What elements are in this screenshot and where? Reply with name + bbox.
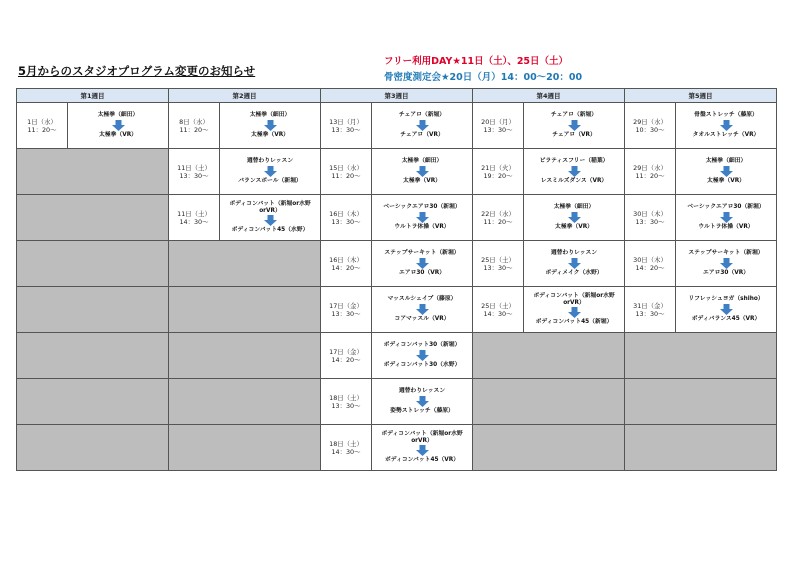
date-label: 17日（金） <box>329 347 363 356</box>
week-header: 第3週目 <box>321 89 473 103</box>
current-program: ボディコンバット（新堀or水野orVR） <box>229 201 311 214</box>
date-cell <box>321 149 372 195</box>
time-label: 14：20～ <box>331 355 361 364</box>
time-label: 14：30～ <box>483 309 513 318</box>
date-label: 11日（土） <box>177 163 211 172</box>
date-cell <box>321 425 372 471</box>
empty-cell <box>169 379 321 425</box>
empty-cell <box>17 333 169 379</box>
time-label: 11：20～ <box>27 125 57 134</box>
time-label: 14：30～ <box>179 217 209 226</box>
date-cell <box>321 195 372 241</box>
current-program: ステップサーキット（新堀） <box>688 250 764 257</box>
empty-cell <box>17 287 169 333</box>
schedule-row <box>17 379 777 425</box>
week-header: 第4週目 <box>473 89 625 103</box>
time-label: 13：30～ <box>331 125 361 134</box>
current-program: 太極拳（細田） <box>97 112 139 119</box>
new-program: バランスボール（新堀） <box>238 178 302 184</box>
empty-cell <box>17 195 169 241</box>
date-label: 20日（月） <box>481 117 515 126</box>
date-label: 25日（土） <box>481 301 515 310</box>
program-cell <box>524 287 625 333</box>
date-cell <box>473 103 524 149</box>
current-program: チェアロ（新堀） <box>398 112 446 119</box>
arrow-down-icon <box>568 307 581 318</box>
time-label: 13：30～ <box>483 125 513 134</box>
current-program: 太極拳（細田） <box>705 158 747 165</box>
current-program: ボディコンバット30（新堀） <box>383 342 461 349</box>
date-label: 13日（月） <box>329 117 363 126</box>
current-program: 太極拳（細田） <box>249 112 291 119</box>
new-program: 太極拳（VR） <box>403 178 441 184</box>
date-label: 18日（土） <box>329 439 363 448</box>
arrow-down-icon <box>416 350 429 361</box>
schedule-row <box>17 149 777 195</box>
date-cell <box>321 287 372 333</box>
program-cell <box>372 333 473 379</box>
empty-cell <box>169 333 321 379</box>
page-title: 5月からのスタジオプログラム変更のお知らせ <box>18 64 256 78</box>
date-cell <box>625 149 676 195</box>
time-label: 13：30～ <box>483 263 513 272</box>
program-cell <box>372 379 473 425</box>
arrow-down-icon <box>720 304 733 315</box>
date-label: 22日（水） <box>481 209 515 218</box>
time-label: 13：30～ <box>635 217 665 226</box>
new-program: ボディバランス45（VR） <box>691 316 761 322</box>
date-label: 30日（木） <box>633 255 667 264</box>
arrow-down-icon <box>568 166 581 177</box>
program-cell <box>524 241 625 287</box>
program-cell <box>676 241 777 287</box>
current-program: ベーシックエアロ30（新堀） <box>383 204 461 211</box>
current-program: マッスルシェイプ（藤原） <box>387 296 457 303</box>
new-program: ボディメイク（水野） <box>545 270 603 276</box>
new-program: チェアロ（VR） <box>400 132 444 138</box>
program-cell <box>372 149 473 195</box>
week-header: 第1週目 <box>17 89 169 103</box>
date-cell <box>169 103 220 149</box>
date-cell <box>473 287 524 333</box>
time-label: 11：20～ <box>331 171 361 180</box>
free-day-notice: フリー利用DAY★11日（土）、25日（土） <box>384 56 569 67</box>
schedule-table <box>16 88 777 471</box>
arrow-down-icon <box>720 258 733 269</box>
program-cell <box>524 195 625 241</box>
current-program: リフレッシュヨガ（shiho） <box>688 296 764 303</box>
time-label: 13：30～ <box>635 309 665 318</box>
arrow-down-icon <box>416 166 429 177</box>
date-cell <box>321 333 372 379</box>
new-program: ウルトラ体操（VR） <box>394 224 450 230</box>
new-program: ボディコンバット45（水野） <box>231 227 309 234</box>
date-cell <box>169 195 220 241</box>
new-program: コアマッスル（VR） <box>394 316 450 322</box>
new-program: ボディコンバット45（VR） <box>384 457 460 464</box>
time-label: 10：30～ <box>635 125 665 134</box>
current-program: ベーシックエアロ30（新堀） <box>687 204 765 211</box>
new-program: タオルストレッチ（VR） <box>692 132 760 138</box>
date-label: 15日（水） <box>329 163 363 172</box>
new-program: 太極拳（VR） <box>251 132 289 138</box>
time-label: 19：20～ <box>483 171 513 180</box>
arrow-down-icon <box>720 212 733 223</box>
time-label: 14：20～ <box>331 263 361 272</box>
date-label: 31日（金） <box>633 301 667 310</box>
arrow-down-icon <box>416 304 429 315</box>
program-cell <box>524 103 625 149</box>
arrow-down-icon <box>264 166 277 177</box>
empty-cell <box>473 379 625 425</box>
time-label: 11：20～ <box>635 171 665 180</box>
current-program: 週替わりレッスン <box>398 388 446 395</box>
arrow-down-icon <box>416 212 429 223</box>
arrow-down-icon <box>568 258 581 269</box>
arrow-down-icon <box>264 120 277 131</box>
date-cell <box>625 195 676 241</box>
date-label: 30日（木） <box>633 209 667 218</box>
date-label: 25日（土） <box>481 255 515 264</box>
new-program: ボディコンバット45（新堀） <box>535 319 613 326</box>
arrow-down-icon <box>112 120 125 131</box>
program-cell <box>220 103 321 149</box>
date-cell <box>625 287 676 333</box>
time-label: 13：30～ <box>331 217 361 226</box>
empty-cell <box>169 241 321 287</box>
empty-cell <box>17 379 169 425</box>
date-cell <box>321 103 372 149</box>
week-header-row <box>17 89 777 103</box>
program-cell <box>676 195 777 241</box>
current-program: 週替わりレッスン <box>550 250 598 257</box>
new-program: 太極拳（VR） <box>555 224 593 230</box>
date-cell <box>625 241 676 287</box>
program-cell <box>524 149 625 195</box>
arrow-down-icon <box>720 120 733 131</box>
program-cell <box>372 241 473 287</box>
empty-cell <box>169 425 321 471</box>
schedule-row <box>17 103 777 149</box>
empty-cell <box>17 241 169 287</box>
current-program: ボディコンバット（新堀or水野orVR） <box>381 431 463 444</box>
schedule-row <box>17 195 777 241</box>
arrow-down-icon <box>264 215 277 226</box>
new-program: 太極拳（VR） <box>707 178 745 184</box>
empty-cell <box>473 425 625 471</box>
current-program: ステップサーキット（新堀） <box>384 250 460 257</box>
week-header: 第5週目 <box>625 89 777 103</box>
schedule-row <box>17 333 777 379</box>
date-label: 29日（水） <box>633 117 667 126</box>
date-label: 17日（金） <box>329 301 363 310</box>
arrow-down-icon <box>416 120 429 131</box>
date-cell <box>169 149 220 195</box>
schedule-row <box>17 287 777 333</box>
date-label: 16日（木） <box>329 209 363 218</box>
date-label: 1日（水） <box>27 117 57 126</box>
date-label: 16日（木） <box>329 255 363 264</box>
date-cell <box>321 379 372 425</box>
new-program: ウルトラ体操（VR） <box>698 224 754 230</box>
date-cell <box>473 195 524 241</box>
time-label: 14：30～ <box>331 447 361 456</box>
date-cell <box>473 241 524 287</box>
time-label: 11：20～ <box>483 217 513 226</box>
arrow-down-icon <box>720 166 733 177</box>
new-program: 姿勢ストレッチ（藤原） <box>390 408 454 414</box>
bone-density-notice: 骨密度測定会★20日（月）14：00～20：00 <box>384 72 583 83</box>
date-label: 18日（土） <box>329 393 363 402</box>
date-cell <box>17 103 68 149</box>
current-program: 骨盤ストレッチ（藤原） <box>694 112 758 119</box>
new-program: 太極拳（VR） <box>99 132 137 138</box>
program-cell <box>372 103 473 149</box>
empty-cell <box>17 425 169 471</box>
current-program: 太極拳（細田） <box>401 158 443 165</box>
empty-cell <box>17 149 169 195</box>
schedule-row <box>17 241 777 287</box>
program-cell <box>372 287 473 333</box>
date-label: 29日（水） <box>633 163 667 172</box>
new-program: エアロ30（VR） <box>702 270 749 276</box>
new-program: ボディコンバット30（水野） <box>383 362 461 368</box>
time-label: 13：30～ <box>179 171 209 180</box>
current-program: ボディコンバット（新堀or水野orVR） <box>533 293 615 306</box>
date-cell <box>321 241 372 287</box>
empty-cell <box>625 425 777 471</box>
new-program: レスミルズダンス（VR） <box>540 178 608 184</box>
arrow-down-icon <box>568 120 581 131</box>
date-cell <box>625 103 676 149</box>
program-cell <box>676 103 777 149</box>
program-cell <box>676 149 777 195</box>
current-program: 週替わりレッスン <box>246 158 294 165</box>
new-program: チェアロ（VR） <box>552 132 596 138</box>
program-cell <box>220 195 321 241</box>
arrow-down-icon <box>416 258 429 269</box>
empty-cell <box>473 333 625 379</box>
week-header: 第2週目 <box>169 89 321 103</box>
schedule-body <box>17 103 777 471</box>
current-program: 太極拳（細田） <box>553 204 595 211</box>
program-cell <box>220 149 321 195</box>
program-cell <box>68 103 169 149</box>
current-program: ピラティスフリー（稲葉） <box>539 158 609 165</box>
new-program: エアロ30（VR） <box>398 270 445 276</box>
date-label: 8日（水） <box>179 117 209 126</box>
time-label: 13：30～ <box>331 401 361 410</box>
empty-cell <box>625 333 777 379</box>
date-label: 11日（土） <box>177 209 211 218</box>
empty-cell <box>625 379 777 425</box>
program-cell <box>372 425 473 471</box>
time-label: 14：20～ <box>635 263 665 272</box>
arrow-down-icon <box>568 212 581 223</box>
schedule-row <box>17 425 777 471</box>
date-cell <box>473 149 524 195</box>
program-cell <box>676 287 777 333</box>
current-program: チェアロ（新堀） <box>550 112 598 119</box>
arrow-down-icon <box>416 396 429 407</box>
empty-cell <box>169 287 321 333</box>
time-label: 11：20～ <box>179 125 209 134</box>
date-label: 21日（火） <box>481 163 515 172</box>
program-cell <box>372 195 473 241</box>
arrow-down-icon <box>416 445 429 456</box>
time-label: 13：30～ <box>331 309 361 318</box>
